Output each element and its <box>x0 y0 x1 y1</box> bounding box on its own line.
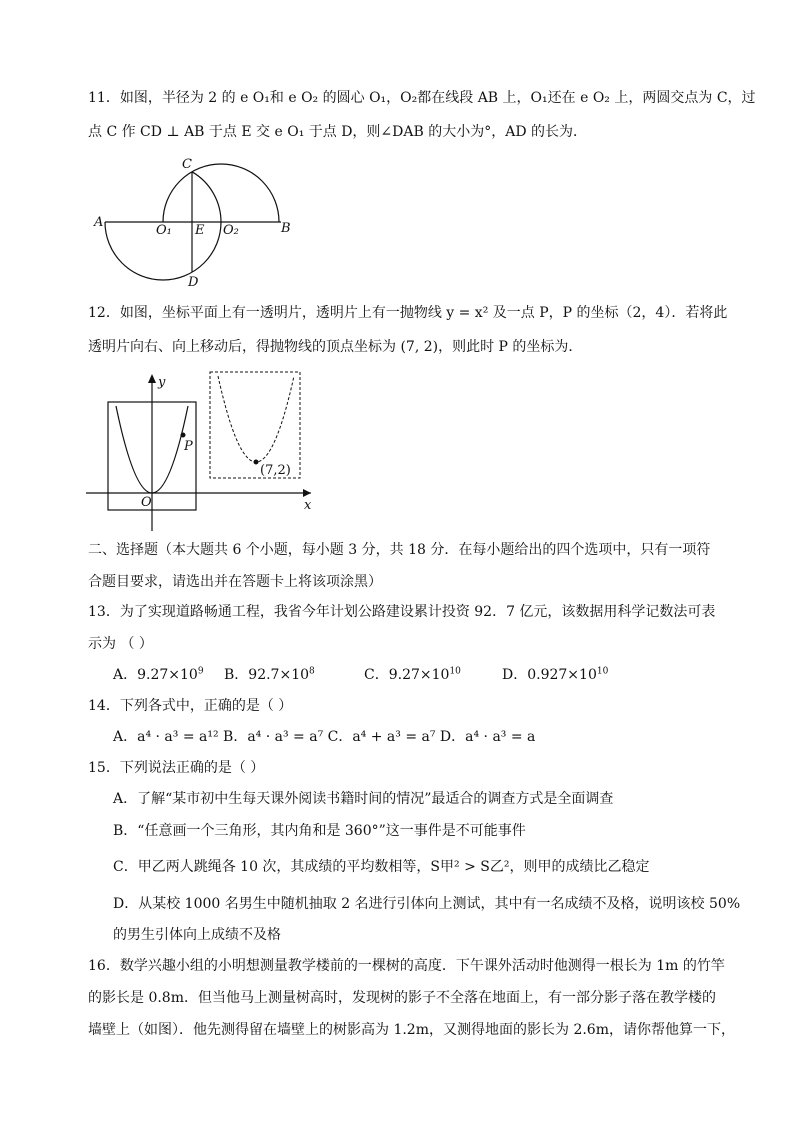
label-o: O <box>141 495 152 510</box>
q16-line-3: 墙壁上（如图）．他先测得留在墙壁上的树影高为 1.2m，又测得地面的影长为 2.6m，请你帮他算一下， <box>88 1022 735 1038</box>
circle-o1-upper-arc <box>192 172 221 222</box>
label-o1: O₁ <box>156 223 172 238</box>
y-axis-arrow <box>148 374 156 383</box>
q13-option-b: B．$92.7\times 10^8$ <box>224 666 315 683</box>
circle-o2-arc <box>163 164 279 222</box>
x-axis-arrow <box>303 489 311 497</box>
q13-option-d: D．$0.927\times 10^{10}$ <box>502 666 609 683</box>
q15-option-c: C．甲乙两人跳绳各 10 次，其成绩的平均数相等，S甲² > S乙²，则甲的成绩比乙稳定 <box>113 859 650 875</box>
label-d: D <box>188 275 199 290</box>
label-y: y <box>158 375 166 390</box>
q11-line-2: 点 C 作 CD ⊥ AB 于点 E 交 e O₁ 于点 D，则∠DAB 的大小为°，AD 的长为． <box>88 124 588 140</box>
q16-line-1: 16．数学兴趣小组的小明想测量教学楼前的一棵树的高度．下午课外活动时他测得一根长为 1m 的竹竿 <box>88 958 725 974</box>
q12-line-1: 12．如图，坐标平面上有一透明片，透明片上有一抛物线 y = x² 及一点 P，P 的坐标（2，4）．若将此 <box>88 305 728 321</box>
label-c: C <box>182 157 192 172</box>
q15-option-d-line-2: 的男生引体向上成绩不及格 <box>113 927 281 943</box>
q14-options: A．a⁴ · a³ = a¹² B．a⁴ · a³ = a⁷ C．a⁴ + a³ = a⁷ D．a⁴ · a³ = a <box>113 729 536 745</box>
label-o2: O₂ <box>223 223 239 238</box>
q12-figure <box>86 366 326 516</box>
q11-line-1: 11．如图，半径为 2 的 e O₁和 e O₂ 的圆心 O₁，O₂都在线段 AB 上，O₁还在 e O₂ 上，两圆交点为 C，过 <box>88 90 756 106</box>
q15-option-d-line-1: D．从某校 1000 名男生中随机抽取 2 名进行引体向上测试，其中有一名成绩不及格，说明该校 50% <box>113 896 741 912</box>
q13-line-1: 13．为了实现道路畅通工程，我省今年计划公路建设累计投资 92．7 亿元，该数据用科学记数法可表 <box>88 604 716 620</box>
label-p: P <box>184 439 193 454</box>
label-b: B <box>281 221 291 236</box>
q15-stem: 15．下列说法正确的是（ ） <box>88 760 265 776</box>
moved-parabola <box>218 376 294 462</box>
q13-option-a: A．$9.27\times 10^9$ <box>113 666 204 683</box>
section2-line-2: 合题目要求，请选出并在答题卡上将该项涂黑） <box>88 574 382 590</box>
label-a: A <box>94 215 104 230</box>
label-e: E <box>195 223 205 238</box>
q13-option-c: C．$9.27\times 10^{10}$ <box>364 666 461 683</box>
q15-option-b: B．“任意画一个三角形，其内角和是 360°”这一事件是不可能事件 <box>113 823 526 839</box>
point-p <box>181 433 186 438</box>
vertex-point <box>254 460 259 465</box>
q14-stem: 14．下列各式中，正确的是（ ） <box>88 698 293 714</box>
q16-line-2: 的影长是 0.8m．但当他马上测量树高时，发现树的影子不全落在地面上，有一部分影子落在教学楼的 <box>88 990 716 1006</box>
q15-option-a: A．了解“某市初中生每天课外阅读书籍时间的情况”最适合的调查方式是全面调查 <box>113 791 614 807</box>
q11-figure <box>88 152 298 292</box>
q13-line-2: 示为 （ ） <box>88 636 153 652</box>
q12-line-2: 透明片向右、向上移动后，得抛物线的顶点坐标为 (7, 2)，则此时 P 的坐标为． <box>88 339 583 355</box>
label-x: x <box>304 498 312 513</box>
label-vertex: (7,2) <box>260 463 291 478</box>
section2-line-1: 二、选择题（本大题共 6 个小题，每小题 3 分，共 18 分．在每小题给出的四个选项中，只有一项符 <box>88 542 711 558</box>
